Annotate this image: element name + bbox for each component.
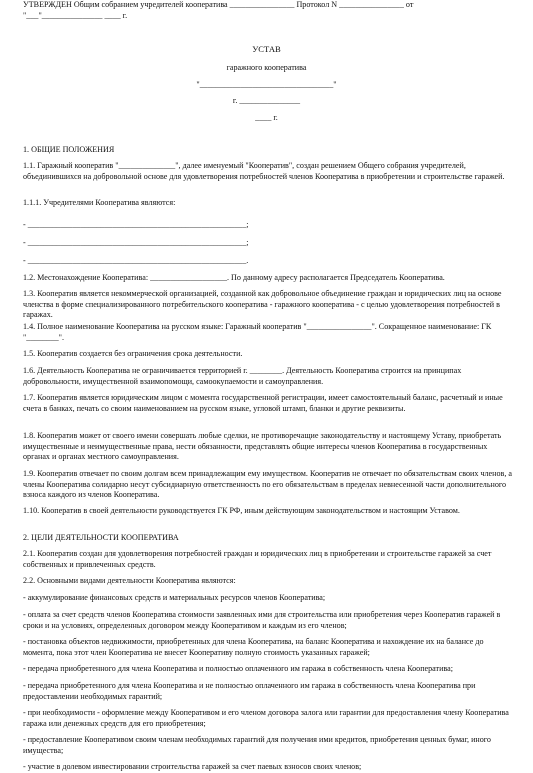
paragraph-1-3: 1.3. Кооператив является некоммерческой организацией, созданной как добровольное объединение граждан и юридических лиц на основе членства в форме специализированного потребительского кооператива - гаражного кооператива - с целью удовлетворения потребностей в гаражах. <box>23 289 502 320</box>
list-item: - аккумулирование финансовых средств и материальных ресурсов членов Кооператива; <box>23 593 326 602</box>
paragraph-1-4: 1.4. Полное наименование Кооператива на русском языке: Гаражный кооператив "________________". Сокращенное наименование: ГК "________". <box>23 322 492 342</box>
list-item: - передача приобретенного для члена Кооператива и полностью оплаченного им гаража в собственность члена Кооператива; <box>23 664 453 673</box>
paragraph-2-2: 2.2. Основными видами деятельности Кооператива являются: <box>23 576 236 585</box>
city-line: г. _______________ <box>232 96 301 105</box>
paragraph-1-5: 1.5. Кооператив создается без ограничения срока деятельности. <box>23 349 243 358</box>
list-item: - предоставление Кооперативом своим членам необходимых гарантий для получения ими кредитов, приобретения ценных бумаг, иного имущества; <box>23 735 491 755</box>
paragraph-1-10: 1.10. Кооператив в своей деятельности руководствуется ГК РФ, иным действующим законодательством и настоящим Уставом. <box>23 506 460 515</box>
paragraph-1-9: 1.9. Кооператив отвечает по своим долгам всем принадлежащим ему имуществом. Кооператив не отвечает по обязательствам своих членов, а члены Кооператива солидарно несут субсидиарную ответственность по его обязательствам в пределах невнесенной части дополнительного взноса каждого из членов Кооператива. <box>23 469 512 500</box>
founder-line-1: - ______________________________________________________; <box>23 220 249 229</box>
paragraph-1-1-1: 1.1.1. Учредителями Кооператива являются: <box>23 198 176 207</box>
section-1-heading: 1. ОБЩИЕ ПОЛОЖЕНИЯ <box>23 145 115 154</box>
list-item: - постановка объектов недвижимости, приобретенных для члена Кооператива, на баланс Кооператива и нахождение их на балансе до момента, пока этот член Кооператива не внесет Кооперативу полную стоимость указанных гаражей; <box>23 637 484 657</box>
list-item: - передача приобретенного для члена Кооператива и не полностью оплаченного им гаража в собственность члена Кооператива при предоставлении необходимых гарантий; <box>23 681 476 701</box>
list-item: - участие в долевом инвестировании строительства гаражей за счет паевых взносов своих членов; <box>23 762 362 771</box>
list-item: - оплата за счет средств членов Кооператива стоимости заявленных ими для строительства или приобретения через Кооператив гаражей в сроки и на условиях, определенных договором между Кооперативом и каждым из его членов; <box>23 610 501 630</box>
paragraph-1-7: 1.7. Кооператив является юридическим лицом с момента государственной регистрации, имеет самостоятельный баланс, расчетный и иные счета в банках, печать со своим наименованием на русском языке, угловой штамп, бланки и другие реквизиты. <box>23 393 503 413</box>
founder-line-2: - ______________________________________________________; <box>23 238 249 247</box>
paragraph-2-1: 2.1. Кооператив создан для удовлетворения потребностей граждан и юридических лиц в приобретении и строительстве гаражей за счет собственных и привлеченных средств. <box>23 549 492 569</box>
founder-line-3: - ______________________________________________________. <box>23 256 249 265</box>
paragraph-1-8: 1.8. Кооператив может от своего имени совершать любые сделки, не противоречащие законодательству и настоящему Уставу, приобретать имущественные и неимущественные права, нести обязанности, представлять общие интересы членов Кооператива в государственных органах и органах местного самоуправления. <box>23 431 502 462</box>
paragraph-1-1: 1.1. Гаражный кооператив "______________", далее именуемый "Кооператив", создан решением Общего собрания учредителей, объединившихся на добровольной основе для удовлетворения потребностей членов Кооператива в приобретении и строительстве гаражей. <box>23 161 505 181</box>
approval-line: УТВЕРЖДЕН Общим собранием учредителей кооператива ________________ Протокол N ________________ от <box>23 0 414 9</box>
paragraph-1-2: 1.2. Местонахождение Кооператива: ___________________. По данному адресу располагается Председатель Кооператива. <box>23 273 445 282</box>
list-item: - при необходимости - оформление между Кооперативом и его членом договора залога или гарантии для предоставления члену Кооператива гаража или денежных средств для его приобретения; <box>23 708 509 728</box>
approval-date-line: "___"_______________ ____ г. <box>23 11 128 20</box>
paragraph-1-6: 1.6. Деятельность Кооператива не ограничивается территорией г. ________. Деятельность Кооператива строится на принципах добровольности, имущественной взаимопомощи, самоокупаемости и самоуправления. <box>23 366 462 386</box>
document-title: УСТАВ <box>252 44 281 54</box>
cooperative-name-line: "_________________________________" <box>196 80 337 89</box>
year-line: ____ г. <box>255 113 278 122</box>
document-subtitle: гаражного кооператива <box>226 63 307 72</box>
section-2-heading: 2. ЦЕЛИ ДЕЯТЕЛЬНОСТИ КООПЕРАТИВА <box>23 533 179 542</box>
